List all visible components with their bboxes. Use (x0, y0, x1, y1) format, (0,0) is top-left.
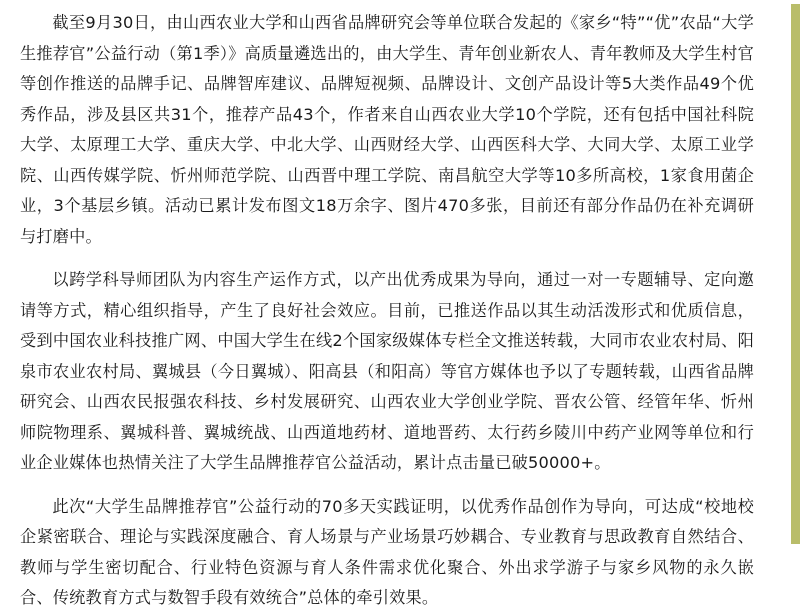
paragraph-3: 此次“大学生品牌推荐官”公益行动的70多天实践证明，以优秀作品创作为导向，可达成“校地校企紧密联合、理论与实践深度融合、育人场景与产业场景巧妙耦合、专业教育与思政教育自然结合、教师与学生密切配合、行业特色资源与育人条件需求优化聚合、外出求学游子与家乡风物的永久嵌合、传统教育方式与数智手段有效统合”总体的牵引效果。 (20, 496, 754, 607)
decorative-right-border-gap (788, 0, 791, 544)
decorative-right-border (791, 0, 800, 544)
paragraph-1: 截至9月30日，由山西农业大学和山西省品牌研究会等单位联合发起的《家乡“特”“优”农品“大学生推荐官”公益行动（第1季）》高质量遴选出的，由大学生、青年创业新农人、青年教师及大学生村官等创作推送的品牌手记、品牌智库建议、品牌短视频、品牌设计、文创产品设计等5大类作品49个优秀作品，涉及县区共31个，推荐产品43个，作者来自山西农业大学10个学院，还有包括中国社科院大学、太原理工大学、重庆大学、中北大学、山西财经大学、山西医科大学、大同大学、太原工业学院、山西传媒学院、忻州师范学院、山西晋中理工学院、南昌航空大学等10多所高校，1家食用菌企业，3个基层乡镇。活动已累计发布图文18万余字、图片470多张，目前还有部分作品仍在补充调研与打磨中。 (20, 13, 754, 246)
paragraph-2: 以跨学科导师团队为内容生产运作方式，以产出优秀成果为导向，通过一对一专题辅导、定向邀请等方式，精心组织指导，产生了良好社会效应。目前，已推送作品以其生动活泼形式和优质信息，受到中国农业科技推广网、中国大学生在线2个国家级媒体专栏全文推送转载，大同市农业农村局、阳泉市农业农村局、翼城县（今日翼城）、阳高县（和阳高）等官方媒体也予以了专题转载，山西省品牌研究会、山西农民报强农科技、乡村发展研究、山西农业大学创业学院、晋农公管、经管年华、忻州师院物理系、翼城科普、翼城统战、山西道地药材、道地晋药、太行药乡陵川中药产业网等单位和行业企业媒体也热情关注了大学生品牌推荐官公益活动，累计点击量已破50000+。 (20, 270, 754, 472)
decorative-top-margin (0, 0, 800, 4)
